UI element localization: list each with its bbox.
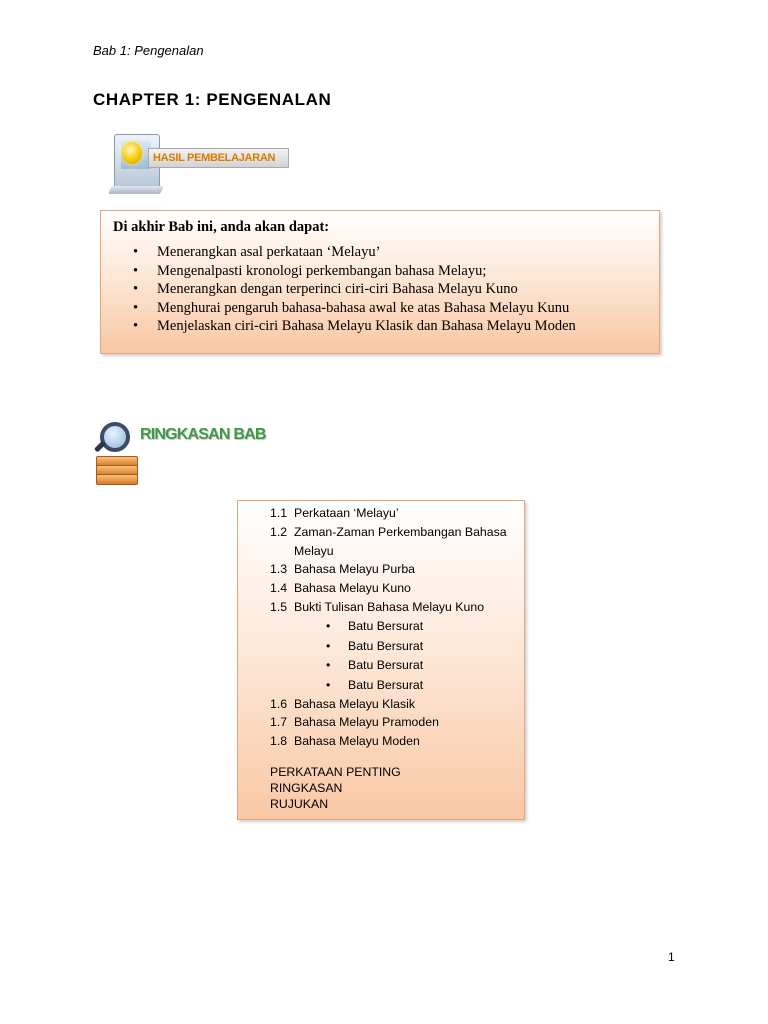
summary-section: 1.3 Bahasa Melayu Purba [270,562,415,576]
list-item: • Menjelaskan ciri-ciri Bahasa Melayu Klasik dan Bahasa Melayu Moden [131,317,576,336]
summary-subitem: • Batu Bersurat [326,678,424,692]
list-item: • Menerangkan asal perkataan ‘Melayu’ [131,243,576,262]
summary-section: 1.4 Bahasa Melayu Kuno [270,581,411,595]
learning-outcomes-intro: Di akhir Bab ini, anda akan dapat: [113,219,330,235]
summary-section: 1.5 Bukti Tulisan Bahasa Melayu Kuno [270,600,485,614]
page-number: 1 [668,950,675,964]
learning-outcomes-list [131,243,576,336]
summary-section-continued: Melayu [294,544,334,558]
lightbulb-icon [122,142,142,164]
summary-section: 1.8 Bahasa Melayu Moden [270,734,420,748]
summary-section: 1.6 Bahasa Melayu Klasik [270,697,415,711]
chapter-title: CHAPTER 1: PENGENALAN [93,90,332,109]
summary-extra-important-words: PERKATAAN PENTING [270,765,401,779]
list-item: • Mengenalpasti kronologi perkembangan bahasa Melayu; [131,262,576,281]
magnifier-icon [100,422,130,452]
list-item: • Menerangkan dengan terperinci ciri-ciri Bahasa Melayu Kuno [131,280,576,299]
summary-subitem: • Batu Bersurat [326,619,424,633]
chapter-summary-banner [92,420,292,488]
chapter-summary-banner-label: RINGKASAN BAB [140,426,266,443]
summary-section: 1.1 Perkataan ‘Melayu’ [270,506,399,520]
learning-outcomes-box [100,210,660,354]
learning-outcomes-banner-label: HASIL PEMBELAJARAN [148,148,289,168]
summary-extra-references: RUJUKAN [270,797,329,811]
learning-outcomes-banner [108,130,298,198]
chapter-summary-box [237,500,525,820]
keyboard-icon [108,186,164,194]
summary-section: 1.2 Zaman-Zaman Perkembangan Bahasa [270,525,507,539]
summary-extra-summary: RINGKASAN [270,781,343,795]
summary-subitem: • Batu Bersurat [326,639,424,653]
summary-section: 1.7 Bahasa Melayu Pramoden [270,715,439,729]
list-item: • Menghurai pengaruh bahasa-bahasa awal ke atas Bahasa Melayu Kunu [131,299,576,318]
summary-subitem: • Batu Bersurat [326,658,424,672]
running-header: Bab 1: Pengenalan [93,43,204,58]
